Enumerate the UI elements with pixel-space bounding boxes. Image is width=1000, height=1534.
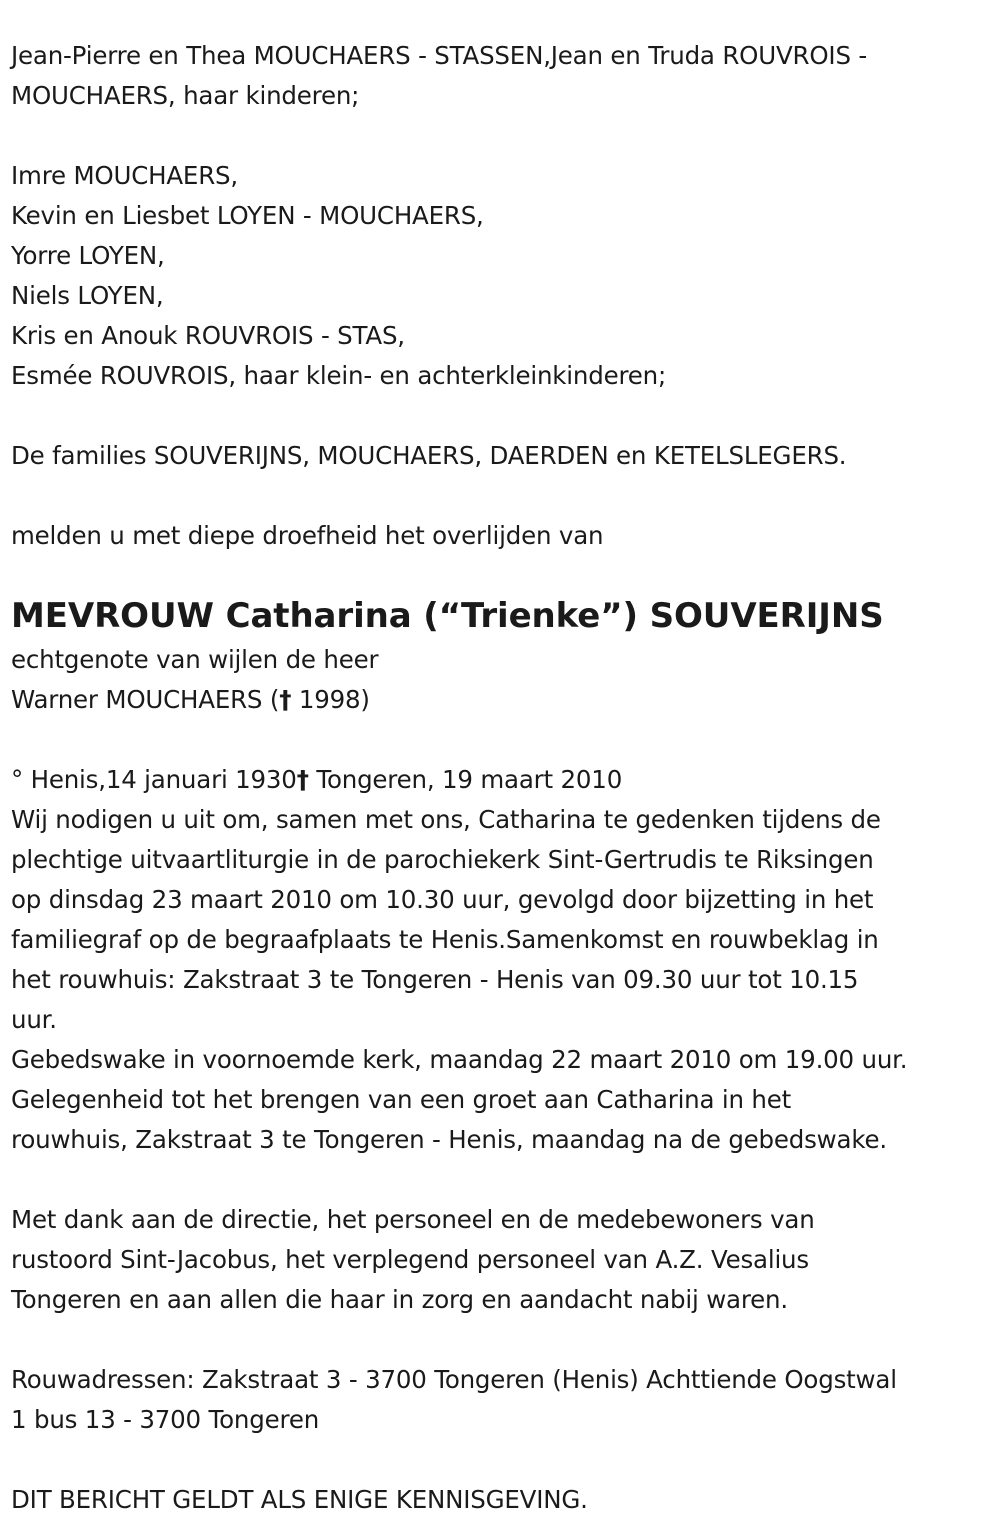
death-info: Tongeren, 19 maart 2010 [308,765,623,794]
notice-line: DIT BERICHT GELDT ALS ENIGE KENNISGEVING. [11,1485,588,1514]
funeral-line-9: rouwhuis, Zakstraat 3 te Tongeren - Henis, maandag na de gebedswake. [11,1125,887,1154]
spacer [11,1320,996,1360]
funeral-line-7: Gebedswake in voornoemde kerk, maandag 22 maart 2010 om 19.00 uur. [11,1045,908,1074]
spacer [11,476,996,516]
funeral-line-3: op dinsdag 23 maart 2010 om 10.30 uur, gevolgd door bijzetting in het [11,885,874,914]
address-line-2: 1 bus 13 - 3700 Tongeren [11,1405,320,1434]
spouse-line-1: echtgenote van wijlen de heer [11,645,379,674]
thanks-line-2: rustoord Sint-Jacobus, het verplegend personeel van A.Z. Vesalius [11,1245,809,1274]
spacer [11,396,996,436]
birth-info: ° Henis,14 januari 1930 [11,765,297,794]
birth-death-line [11,760,996,800]
address-line-1: Rouwadressen: Zakstraat 3 - 3700 Tongeren (Henis) Achttiende Oogstwal [11,1365,897,1394]
funeral-line-8: Gelegenheid tot het brengen van een groet aan Catharina in het [11,1085,792,1114]
spouse-line-2 [11,680,996,720]
spouse-death-year: 1998) [291,685,370,714]
children-line-1: Jean-Pierre en Thea MOUCHAERS - STASSEN,Jean en Truda ROUVROIS - [11,41,868,70]
families-line: De families SOUVERIJNS, MOUCHAERS, DAERDEN en KETELSLEGERS. [11,441,847,470]
thanks-line-3: Tongeren en aan allen die haar in zorg en aandacht nabij waren. [11,1285,788,1314]
spacer [11,1440,996,1480]
grandchild-line-1: Imre MOUCHAERS, [11,161,238,190]
grandchild-line-2: Kevin en Liesbet LOYEN - MOUCHAERS, [11,201,484,230]
funeral-line-5: het rouwhuis: Zakstraat 3 te Tongeren - Henis van 09.30 uur tot 10.15 [11,965,859,994]
cross-icon: † [296,765,309,794]
grandchild-line-5: Kris en Anouk ROUVROIS - STAS, [11,321,405,350]
thanks-line-1: Met dank aan de directie, het personeel en de medebewoners van [11,1205,815,1234]
funeral-line-1: Wij nodigen u uit om, samen met ons, Catharina te gedenken tijdens de [11,805,881,834]
obituary-document [11,36,996,1520]
grandchild-line-4: Niels LOYEN, [11,281,164,310]
spouse-name: Warner MOUCHAERS ( [11,685,280,714]
spacer [11,720,996,760]
spacer [11,116,996,156]
announcement-line: melden u met diepe droefheid het overlijden van [11,521,604,550]
funeral-line-2: plechtige uitvaartliturgie in de parochiekerk Sint-Gertrudis te Riksingen [11,845,874,874]
children-line-2: MOUCHAERS, haar kinderen; [11,81,360,110]
grandchild-line-3: Yorre LOYEN, [11,241,165,270]
funeral-line-4: familiegraf op de begraafplaats te Henis.Samenkomst en rouwbeklag in [11,925,879,954]
funeral-line-6: uur. [11,1005,57,1034]
cross-icon: † [279,685,292,714]
spacer [11,1160,996,1200]
deceased-name-heading: MEVROUW Catharina (“Trienke”) SOUVERIJNS [11,596,884,636]
spacer [11,556,996,592]
grandchild-line-6: Esmée ROUVROIS, haar klein- en achterkleinkinderen; [11,361,667,390]
